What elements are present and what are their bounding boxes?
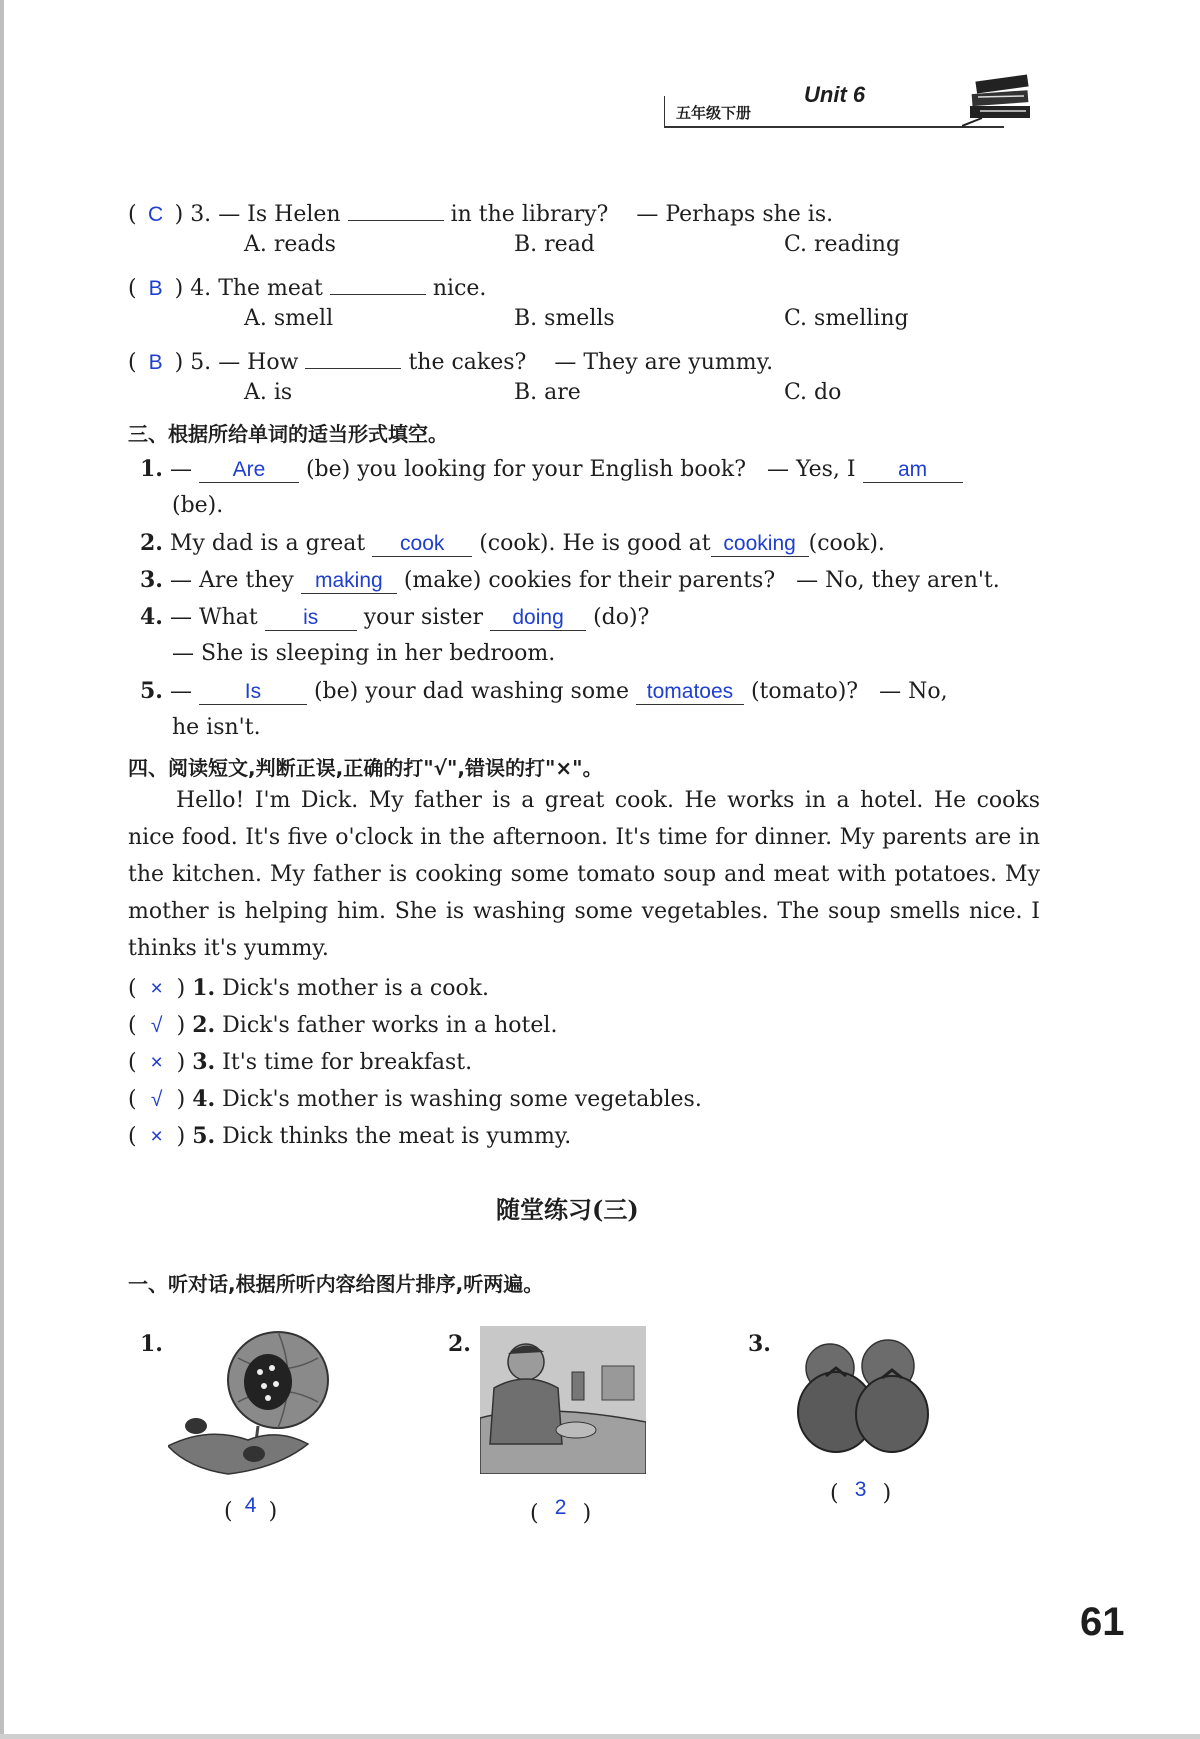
mc-option-4a: A. smell — [244, 306, 334, 331]
mc-option-3a: A. reads — [244, 232, 336, 257]
judge-item-1: ( × ) 1. Dick's mother is a cook. — [128, 975, 490, 1001]
judge-answer-2: √ — [150, 1014, 163, 1037]
fill-answer-4a: is — [303, 606, 319, 629]
section3-title: 三、根据所给单词的适当形式填空。 — [128, 422, 448, 446]
mc-question-5: ( B ) 5. — How the cakes? — They are yummy. — [128, 342, 773, 377]
picture-answer-2: ( 2 ) — [530, 1496, 592, 1526]
fill-answer-5a: Is — [244, 680, 262, 703]
fill-answer-3: making — [314, 569, 383, 592]
mc-option-3b: B. read — [514, 232, 595, 257]
fill-question-2: 2. My dad is a great cook (cook). He is good at cooking (cook). — [140, 530, 885, 556]
judge-item-5: ( × ) 5. Dick thinks the meat is yummy. — [128, 1123, 572, 1149]
fill-answer-2a: cook — [400, 532, 445, 555]
section4-title: 四、阅读短文,判断正误,正确的打"√",错误的打"×"。 — [128, 756, 603, 780]
tomatoes-picture — [796, 1332, 932, 1458]
mc-answer-5: B — [148, 351, 163, 374]
mc-option-4b: B. smells — [514, 306, 615, 331]
judge-answer-1: × — [150, 977, 163, 1000]
judge-answer-5: × — [150, 1125, 163, 1148]
picture-number-1: 1. — [140, 1331, 163, 1357]
mc-answer-3: C — [148, 203, 164, 226]
page-left-edge — [0, 0, 4, 1739]
header-bracket — [664, 96, 669, 126]
practice-title: 随堂练习(三) — [496, 1195, 639, 1224]
blank — [348, 194, 444, 221]
listen-title: 一、听对话,根据所听内容给图片排序,听两遍。 — [128, 1272, 544, 1296]
ladybug-leaf-picture — [168, 1328, 348, 1480]
mc-question-3: ( C ) 3. — Is Helen in the library? — Perhaps she is. — [128, 194, 833, 229]
judge-answer-4: √ — [150, 1088, 163, 1111]
fill-question-5-cont: he isn't. — [172, 715, 261, 740]
unit-label: Unit 6 — [804, 82, 866, 107]
fill-answer-1b: am — [897, 458, 928, 481]
fill-question-4: 4. — What is your sister doing (do)? — [140, 604, 650, 630]
picture-number-3: 3. — [748, 1331, 771, 1357]
mc-option-4c: C. smelling — [784, 306, 909, 331]
mc-question-4: ( B ) 4. The meat nice. — [128, 268, 486, 303]
fill-answer-5b: tomatoes — [646, 680, 734, 703]
picture-answer-3: ( 3 ) — [830, 1478, 892, 1506]
picture-answer-1: ( 4 ) — [224, 1494, 278, 1524]
judge-answer-3: × — [150, 1051, 163, 1074]
judge-item-3: ( × ) 3. It's time for breakfast. — [128, 1049, 473, 1075]
fill-answer-2b: cooking — [723, 532, 796, 555]
fill-answer-1a: Are — [232, 458, 266, 481]
blank — [305, 342, 401, 369]
books-icon — [962, 68, 1042, 132]
fill-question-4-cont: — She is sleeping in her bedroom. — [172, 641, 556, 666]
grade-label: 五年级下册 — [676, 104, 752, 122]
picture-number-2: 2. — [448, 1331, 471, 1357]
mc-option-5b: B. are — [514, 380, 581, 405]
fill-question-5: 5. — Is (be) your dad washing some tomatoes (tomato)? — No, — [140, 678, 948, 704]
header-rule — [664, 126, 1004, 128]
judge-item-2: ( √ ) 2. Dick's father works in a hotel. — [128, 1012, 558, 1038]
mc-option-5c: C. do — [784, 380, 842, 405]
mc-answer-4: B — [148, 277, 163, 300]
fill-question-3: 3. — Are they making (make) cookies for their parents? — No, they aren't. — [140, 567, 1000, 593]
judge-item-4: ( √ ) 4. Dick's mother is washing some vegetables. — [128, 1086, 702, 1112]
fill-question-1-cont: (be). — [172, 493, 224, 518]
page-number: 61 — [1080, 1600, 1125, 1644]
reading-passage: Hello! I'm Dick. My father is a great cook. He works in a hotel. He cooks nice food. It's five o'clock in the afternoon. It's time for dinner. My parents are in the kitchen. My father is cooking some tomato soup and meat with potatoes. My mother is helping him. She is washing some vegetables. The soup smells nice. I thinks it's yummy. — [128, 788, 1040, 961]
mc-option-5a: A. is — [244, 380, 293, 405]
fill-question-1: 1. — Are (be) you looking for your English book? — Yes, I am — [140, 455, 963, 484]
page-bottom-edge — [0, 1734, 1200, 1739]
blank — [330, 268, 426, 295]
cleaning-table-picture — [480, 1326, 646, 1474]
mc-option-3c: C. reading — [784, 232, 901, 257]
fill-answer-4b: doing — [512, 606, 564, 629]
